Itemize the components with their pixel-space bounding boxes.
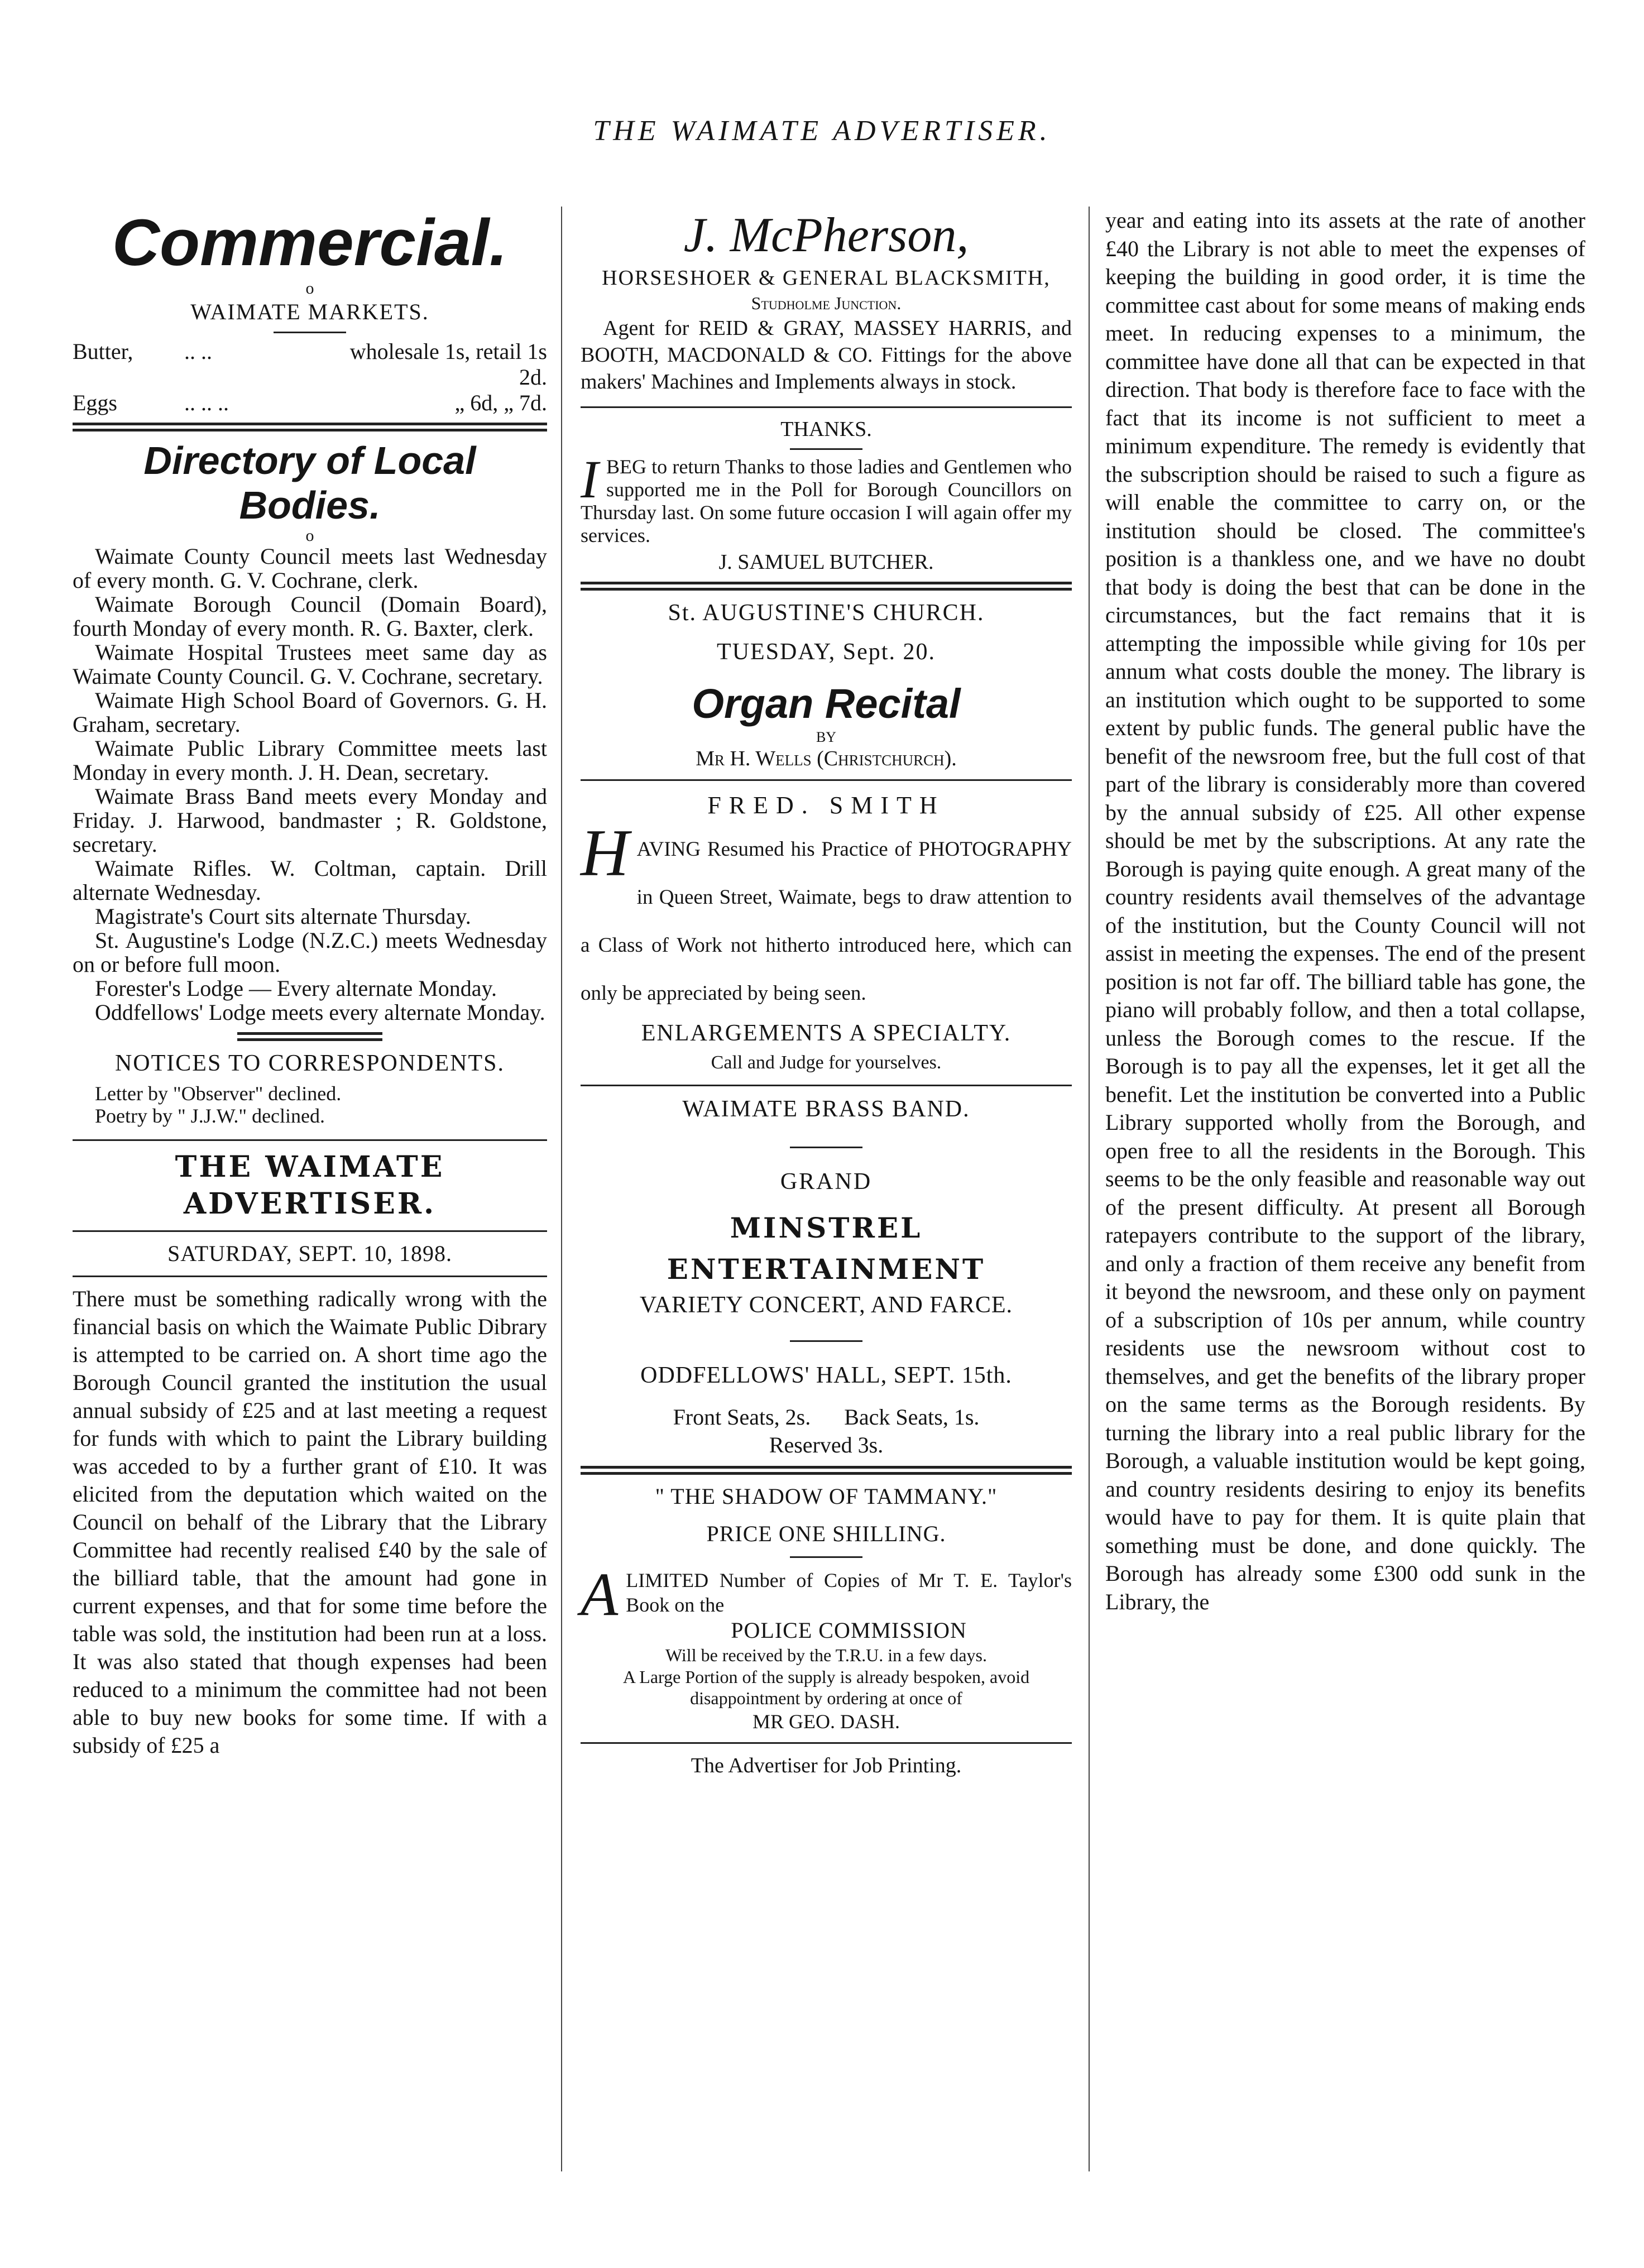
band-grand: GRAND [780,1169,873,1195]
full-rule [73,1230,547,1232]
full-rule [581,1085,1072,1086]
editorial-text: There must be something radically wrong with the financial basis on which the Waimate Public Dibrary is attempted to be carried on. A short time ago the Borough Council granted the institution the usual annual subsidy of £25 and at last meeting a request for funds with which to paint the Library building was acceded to by a further grant of £10. It was elicited from the deputation which waited on the Council on behalf of the Library that the Library Committee had recently realised £40 by the sale of the billiard table, that the amount had gone in current expenses, and that for some time before the table was sold, the institution had been run at a loss. It was also stated that though expenses had been reduced to a minimum the committee had not been able to buy new books for some time. If with a subsidy of £25 a [73,1286,547,1758]
band-heading: WAIMATE BRASS BAND. [682,1096,970,1122]
full-rule [73,1139,547,1141]
market-item: Butter, [73,339,133,364]
notice-item: Letter by "Observer" declined. [95,1082,342,1105]
mcpherson-location: Studholme Junction. [751,293,902,313]
directory-title: Directory of Local Bodies. [143,439,476,527]
band-prices: Front Seats, 2s. Back Seats, 1s. [673,1404,980,1430]
markets-heading: WAIMATE MARKETS. [190,299,429,324]
drop-cap: A [581,1560,619,1628]
full-rule [581,1742,1072,1744]
shadow-body: LIMITED Number of Copies of Mr T. E. Taylor's Book on the [626,1569,1072,1616]
shadow-price: PRICE ONE SHILLING. [706,1521,946,1546]
market-dots: .. .. [184,339,212,364]
full-rule [581,406,1072,408]
recital-title: Organ Recital [692,680,961,727]
full-rule [73,1276,547,1277]
thanks-heading: THANKS. [780,418,872,441]
mcpherson-trade: HORSESHOER & GENERAL BLACKSMITH, [602,266,1051,290]
directory-item: Oddfellows' Lodge meets every alternate Monday. [95,1000,545,1025]
church-name: St. AUGUSTINE'S CHURCH. [668,600,985,626]
directory-item: Forester's Lodge — Every alternate Monday. [95,976,497,1001]
issue-date: SATURDAY, SEPT. 10, 1898. [167,1241,452,1266]
shadow-received: Will be received by the T.R.U. in a few days. [665,1645,987,1665]
directory-item: Waimate Hospital Trustees meet same day as Waimate County Council. G. V. Cochrane, secretary. [73,640,547,689]
double-rule [581,582,1072,591]
editorial-continued: year and eating into its assets at the rate of another £40 the Library is not able to meet the expenses of keeping the building in good order, it is time the committee cast about for some means of making ends meet. In reducing expenses to a minimum, the committee have done all that can be expected in that direction. That body is therefore face to face with the fact that its income is not sufficient to meet a minimum expenditure. The remedy is evidently that the subscription should be raised to such a figure as will enable the committee to carry on, or the institution should be closed. The committee's position is a thankless one, and we have no doubt that body is doing the best that can be done in the circumstances, but the fact remains that it is attempting the impossible while giving for 10s per annum what costs double the money. The library is an institution which ought to be supported to some extent by public funds. The general public have the benefit of the newsroom free, but the full cost of that part of the library is considerably more than covered by the annual subsidy of £25. All other expense should be met by the subscriptions. At any rate the Borough is paying quite enough. A great many of the country residents avail themselves of the advantage of the institution, but the County Council will not assist in meeting the expenses. The end of the present position is not far off. The billiard table has gone, the piano will probably follow, and then a total collapse, unless the Borough comes to the rescue. If the Borough is to pay all the expenses, let it get all the benefit. Let the institution be converted into a Public Library supported wholly from the Borough, and open free to all the residents in the Borough. This seems to be the only feasible and reasonable way out of the present difficulty. At present all Borough ratepayers contribute to the support of the library, and only a fraction of them receive any benefit from it beyond the newsroom, and these only on payment of a subscription of 10s per annum, while country residents use the newsroom without cost to themselves, and get the benefits of the library proper on the same terms as the Borough residents. By turning the library into a real public library for the Borough, a valuable institution would be kept going, and country residents desiring to enjoy its benefits would have to pay for them. It is quite plain that something must be done, and done quickly. The Borough has already some £300 odd sunk in the Library, the [1105,208,1585,1614]
shadow-commission: POLICE COMMISSION [731,1618,967,1643]
column-left [73,207,547,1759]
commercial-title: Commercial. [112,206,508,280]
market-row [73,390,547,416]
page-masthead: THE WAIMATE ADVERTISER. [593,115,1051,147]
market-prices: „ 6d, „ 7d. [454,390,547,415]
market-item: Eggs [73,390,117,415]
job-printing: The Advertiser for Job Printing. [691,1754,962,1777]
short-rule [790,1147,862,1148]
recital-performer: Mr H. Wells (Christchurch). [696,747,957,770]
market-row [73,339,547,390]
church-date: TUESDAY, Sept. 20. [717,639,936,665]
paper-title: THE WAIMATE ADVERTISER. [175,1150,445,1221]
shadow-dash: MR GEO. DASH. [752,1710,900,1733]
thanks-signature: J. SAMUEL BUTCHER. [718,550,934,574]
market-dots: .. .. .. [184,390,229,415]
mcpherson-body: Agent for REID & GRAY, MASSEY HARRIS, and BOOTH, MACDONALD & CO. Fittings for the above makers' Machines and Implements always in stock. [581,317,1072,394]
band-minstrel: MINSTREL ENTERTAINMENT [667,1211,986,1286]
short-rule [790,448,862,450]
photo-specialty: ENLARGEMENTS A SPECIALTY. [641,1020,1012,1046]
market-prices: wholesale 1s, retail 1s 2d. [349,339,547,390]
directory-item: Waimate Rifles. W. Coltman, captain. Drill alternate Wednesday. [73,856,547,905]
double-rule [73,423,547,431]
band-hall: ODDFELLOWS' HALL, SEPT. 15th. [640,1363,1012,1388]
column-right [1105,207,1585,1616]
short-rule [790,1340,862,1342]
band-variety: VARIETY CONCERT, AND FARCE. [639,1292,1013,1318]
notices-heading: NOTICES TO CORRESPONDENTS. [114,1051,505,1076]
separator: o [305,526,314,545]
directory-item: Magistrate's Court sits alternate Thursday. [95,904,471,929]
column-divider [1089,207,1090,2171]
recital-by: BY [816,729,837,745]
photo-body: AVING Resumed his Practice of PHOTOGRAPHY in Queen Street, Waimate, begs to draw attention to a Class of Work not hitherto introduced here, which can only be appreciated by being seen. [581,838,1072,1005]
shadow-title: " THE SHADOW OF TAMMANY." [655,1484,998,1509]
mcpherson-name: J. McPherson, [683,208,969,262]
directory-item: Waimate Public Library Committee meets last Monday in every month. J. H. Dean, secretary. [73,736,547,785]
directory-item: Waimate County Council meets last Wednesday of every month. G. V. Cochrane, clerk. [73,544,547,593]
photo-name: FRED. SMITH [707,792,945,819]
directory-item: Waimate Borough Council (Domain Board), fourth Monday of every month. R. G. Baxter, clerk. [73,592,547,641]
photo-notice [581,816,1072,1018]
separator: o [305,279,314,298]
markets-list [73,339,547,416]
shadow-notice [581,1560,1072,1628]
directory-item: St. Augustine's Lodge (N.Z.C.) meets Wednesday on or before full moon. [73,928,547,977]
short-rule [790,1556,862,1558]
directory-item: Waimate High School Board of Governors. G. H. Graham, secretary. [73,688,547,737]
drop-cap: H [581,816,629,890]
drop-cap: I [581,449,598,509]
photo-call: Call and Judge for yourselves. [711,1052,942,1073]
full-rule [581,779,1072,781]
column-middle [581,207,1072,1780]
thanks-notice [581,449,1072,547]
shadow-supply: A Large Portion of the supply is already bespoken, avoid disappointment by ordering at once of [622,1667,1030,1708]
notice-item: Poetry by " J.J.W." declined. [95,1105,325,1127]
thanks-body: BEG to return Thanks to those ladies and Gentlemen who supported me in the Poll for Borough Councillors on Thursday last. On some future occasion I will again offer my services. [581,455,1072,546]
directory-item: Waimate Brass Band meets every Monday and Friday. J. Harwood, bandmaster ; R. Goldstone, secretary. [73,784,547,857]
band-reserved: Reserved 3s. [769,1432,884,1457]
double-rule [237,1032,382,1041]
double-rule [581,1466,1072,1475]
short-rule [274,332,346,333]
notices-list [73,1082,547,1127]
directory-list [73,544,547,1024]
column-divider [561,207,562,2171]
